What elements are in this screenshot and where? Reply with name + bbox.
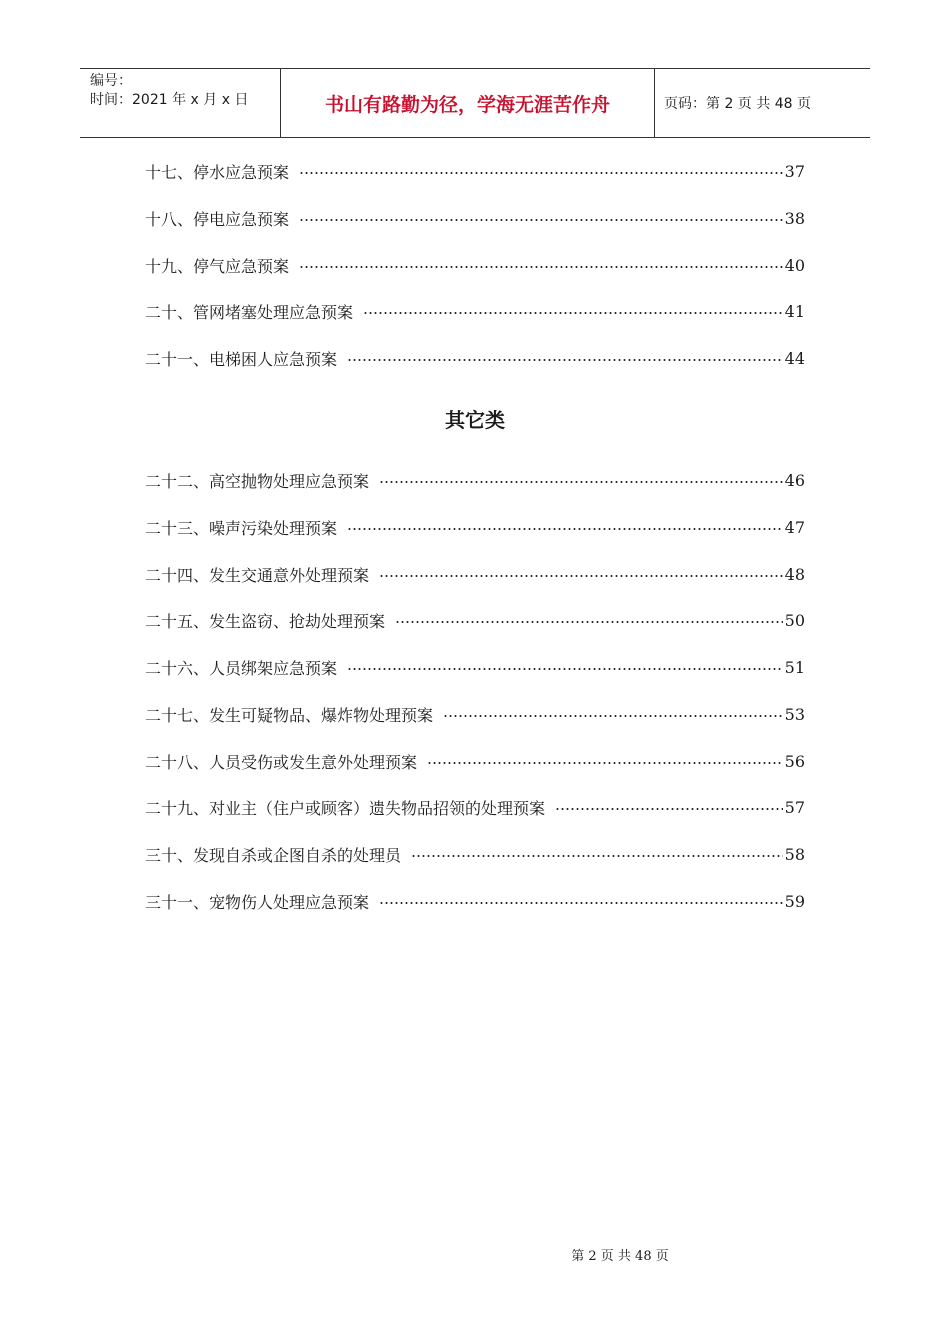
toc-entry[interactable]: [145, 889, 805, 913]
toc-leader-dots: [347, 668, 783, 670]
toc-entry[interactable]: [145, 206, 805, 230]
section-heading: 其它类: [445, 408, 505, 432]
toc-entry-title: 十九、停气应急预案: [145, 256, 290, 276]
toc-entry-title: 二十四、发生交通意外处理预案: [145, 565, 370, 585]
toc-leader-dots: [555, 808, 783, 810]
toc-leader-dots: [299, 266, 783, 268]
toc-leader-dots: [347, 528, 783, 530]
toc-entry-title: 十七、停水应急预案: [145, 162, 290, 182]
toc-entry-page: 56: [784, 751, 805, 771]
toc-entry[interactable]: [145, 299, 805, 323]
toc-entry-title: 三十、发现自杀或企图自杀的处理员: [145, 845, 402, 865]
toc-entry-page: 46: [784, 470, 805, 490]
toc-entry-title: 二十、管网堵塞处理应急预案: [145, 302, 354, 322]
toc-entry-page: 53: [784, 704, 805, 724]
toc-entry-title: 十八、停电应急预案: [145, 209, 290, 229]
toc-entry-page: 57: [784, 797, 805, 817]
toc-entry-title: 二十七、发生可疑物品、爆炸物处理预案: [145, 705, 434, 725]
toc-entry[interactable]: [145, 749, 805, 773]
toc-entry-title: 二十六、人员绑架应急预案: [145, 658, 338, 678]
toc-leader-dots: [379, 481, 783, 483]
toc-leader-dots: [427, 762, 783, 764]
toc-leader-dots: [395, 621, 783, 623]
toc-entry-page: 41: [784, 301, 805, 321]
toc-entry[interactable]: [145, 702, 805, 726]
toc-entry-title: 二十八、人员受伤或发生意外处理预案: [145, 752, 418, 772]
toc-entry-title: 二十五、发生盗窃、抢劫处理预案: [145, 611, 386, 631]
toc-entry-page: 38: [784, 208, 805, 228]
toc-entry[interactable]: [145, 346, 805, 370]
toc-entry-page: 48: [784, 564, 805, 584]
toc-entry-page: 47: [784, 517, 805, 537]
toc-entry[interactable]: [145, 468, 805, 492]
header-motto: 书山有路勤为径，学海无涯苦作舟: [281, 69, 655, 137]
toc-entry[interactable]: [145, 562, 805, 586]
toc-entry-title: 二十九、对业主（住户或顾客）遗失物品招领的处理预案: [145, 798, 546, 818]
toc-entry-title: 二十一、电梯困人应急预案: [145, 349, 338, 369]
toc-entry-page: 51: [784, 657, 805, 677]
toc-leader-dots: [443, 715, 783, 717]
toc-entry-title: 三十一、宠物伤人处理应急预案: [145, 892, 370, 912]
toc-entry[interactable]: [145, 159, 805, 183]
toc-entry-page: 37: [784, 161, 805, 181]
page-header: [80, 68, 870, 138]
toc-leader-dots: [379, 575, 783, 577]
toc-leader-dots: [347, 359, 783, 361]
toc-entry-page: 44: [784, 348, 805, 368]
toc-entry-page: 40: [784, 255, 805, 275]
toc-entry-page: 50: [784, 610, 805, 630]
header-meta: [80, 69, 281, 137]
toc-entry-page: 59: [784, 891, 805, 911]
toc-entry[interactable]: [145, 515, 805, 539]
toc-leader-dots: [411, 855, 783, 857]
header-page-info: 页码：第 2 页 共 48 页: [664, 96, 811, 112]
toc-entry-title: 二十二、高空抛物处理应急预案: [145, 471, 370, 491]
toc-entry[interactable]: [145, 655, 805, 679]
toc-entry-page: 58: [784, 844, 805, 864]
toc-entry[interactable]: [145, 795, 805, 819]
toc-entry[interactable]: [145, 842, 805, 866]
toc-entry[interactable]: [145, 608, 805, 632]
toc-leader-dots: [363, 312, 783, 314]
toc-leader-dots: [299, 172, 783, 174]
toc-entry-title: 二十三、噪声污染处理预案: [145, 518, 338, 538]
toc-entry[interactable]: [145, 253, 805, 277]
toc-leader-dots: [379, 902, 783, 904]
header-time-label: 时间：2021 年 x 月 x 日: [90, 92, 249, 108]
header-number-label: 编号：: [90, 73, 132, 89]
toc-leader-dots: [299, 219, 783, 221]
page-footer: 第 2 页 共 48 页: [571, 1249, 669, 1264]
